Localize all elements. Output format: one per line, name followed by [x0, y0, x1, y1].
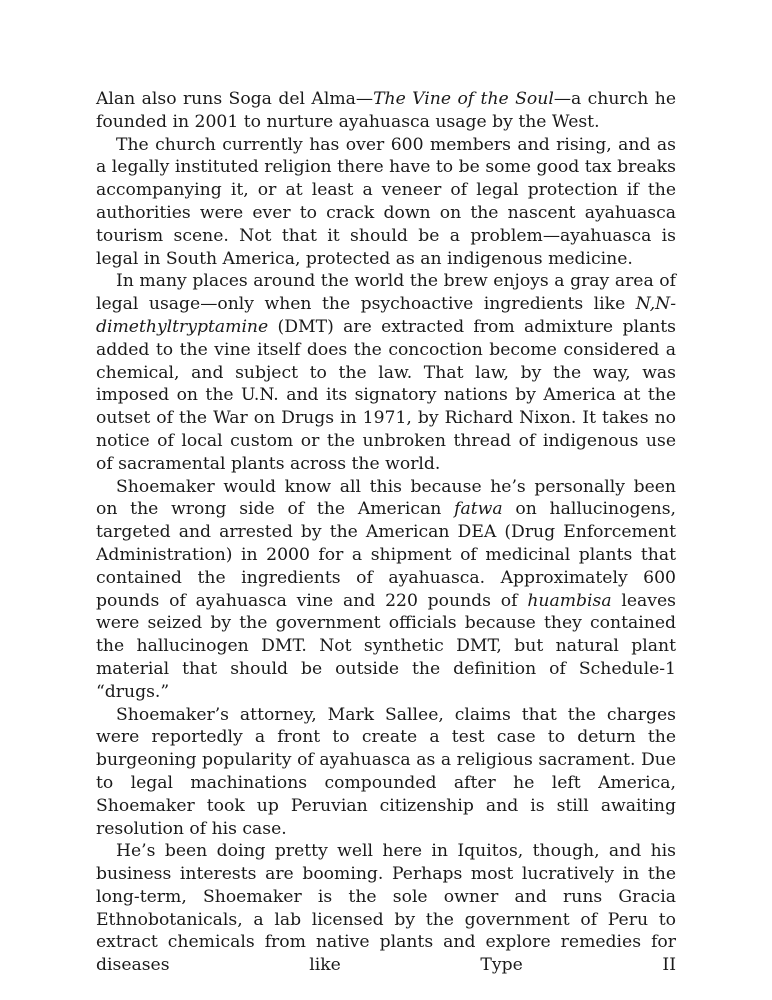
text-run: Alan also runs Soga del Alma— — [96, 89, 374, 109]
book-page-body — [96, 88, 676, 977]
paragraph-4 — [96, 476, 676, 704]
text-run: leaves were seized by the government officials because they contained the hallucinogen DMT. Not synthetic DMT, but natural plant material that should be outside the definition of Schedule-1 “drugs.” — [96, 590, 676, 702]
paragraph-5 — [96, 704, 676, 841]
text-run: He’s been doing pretty well here in Iquitos, though, and his business interests are booming. Perhaps most lucratively in the long-term, Shoemaker is the sole owner and runs Gracia Ethnobotanicals, a lab licensed by the government of Peru to extract chemicals from native plants and explore remedies for diseases like Type II — [96, 841, 676, 976]
italic-run: The Vine of the Soul — [373, 89, 554, 109]
text-run: Shoemaker’s attorney, Mark Sallee, claims that the charges were reportedly a front to create a test case to deturn the burgeoning popularity of ayahuasca as a religious sacrament. Due to legal machinations compounded after he left America, Shoemaker took up Peruvian citizenship and is still awaiting resolution of his case. — [96, 704, 676, 839]
paragraph-1 — [96, 88, 676, 134]
text-run: —a church he founded in 2001 to nurture ayahuasca usage by the West. — [96, 89, 676, 132]
italic-run: huambisa — [527, 590, 612, 611]
text-run: The church currently has over 600 members and rising, and as a legally instituted religion there have to be some good tax breaks accompanying it, or at least a veneer of legal protection if the authorities were ever to crack down on the nascent ayahuasca tourism scene. Not that it should be a problem—ayahuasca is legal in South America, protected as an indigenous medicine. — [96, 134, 676, 269]
paragraph-6 — [96, 840, 676, 977]
italic-run: fatwa — [454, 499, 503, 520]
paragraph-2 — [96, 134, 676, 271]
paragraph-3 — [96, 270, 676, 475]
text-run: In many places around the world the brew enjoys a gray area of legal usage—only when the psychoactive ingredients like — [96, 271, 676, 315]
text-run: on hallucinogens, targeted and arrested by the American DEA (Drug Enforcement Administration) in 2000 for a shipment of medicinal plants that contained the ingredients of ayahuasca. Approximately 600 pounds of ayahuasca vine and 220 pounds of — [96, 499, 676, 611]
text-run: (DMT) are extracted from admixture plants added to the vine itself does the concoction become considered a chemical, and subject to the law. That law, by the way, was imposed on the U.N. and its signatory nations by America at the outset of the War on Drugs in 1971, by Richard Nixon. It takes no notice of local custom or the unbroken thread of indigenous use of sacramental plants across the world. — [96, 316, 676, 474]
text-run: Shoemaker would know all this because he’s personally been on the wrong side of the American — [96, 476, 676, 520]
italic-run: N,N-dimethyltryptamine — [96, 294, 676, 337]
